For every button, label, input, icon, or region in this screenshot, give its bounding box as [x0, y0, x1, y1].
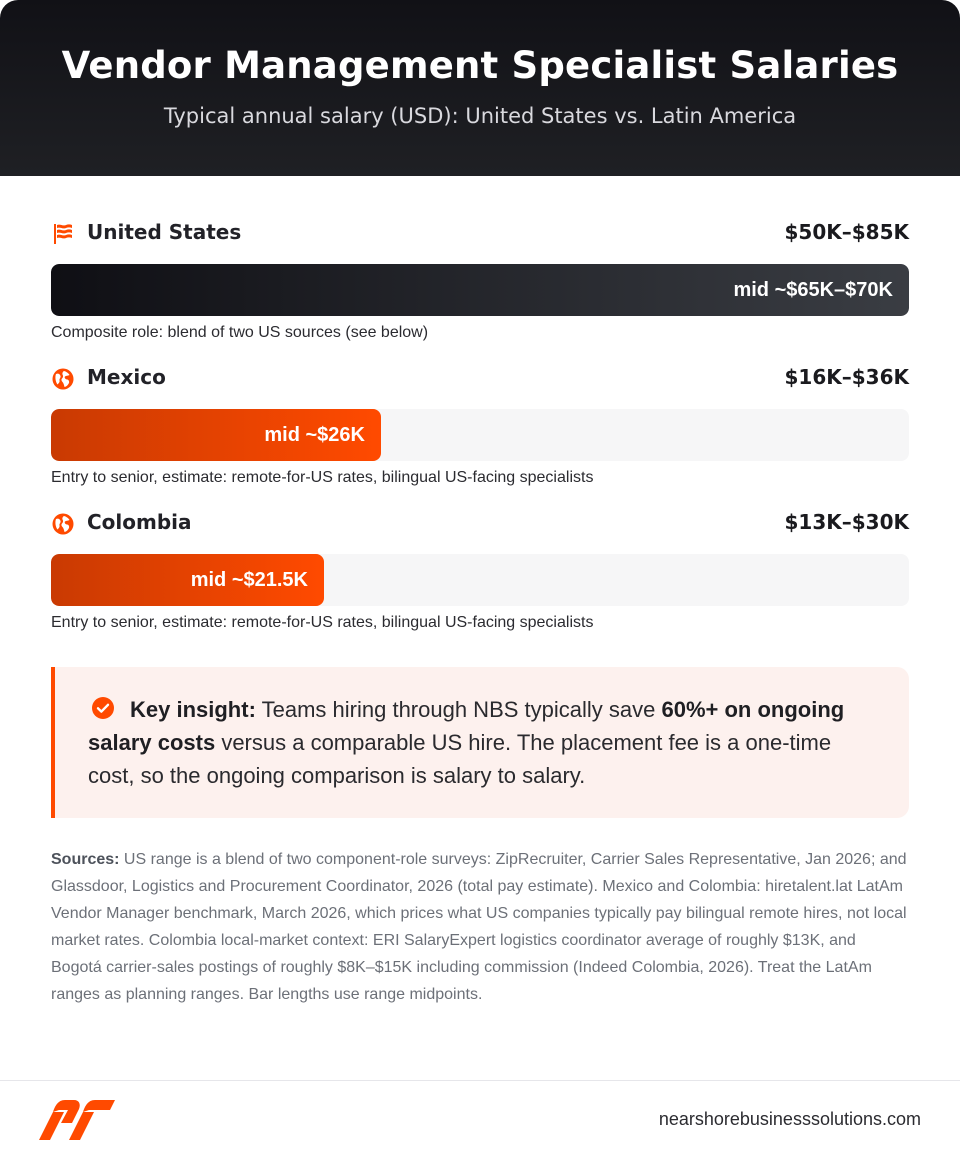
row-header [51, 220, 909, 250]
bar-track [51, 554, 909, 606]
bar-track [51, 409, 909, 461]
insight-emphasis: 60%+ on ongoing salary costs [88, 697, 845, 755]
country-name: Colombia [87, 510, 192, 534]
page-title: Vendor Management Specialist Salaries [61, 44, 899, 87]
globe-icon [51, 512, 75, 536]
bar-us [51, 264, 909, 316]
nbs-logo [39, 1100, 115, 1140]
row-note: Entry to senior, estimate: remote-for-US rates, bilingual US-facing specialists [51, 614, 594, 631]
page-subtitle: Typical annual salary (USD): United States vs. Latin America [163, 104, 797, 128]
header [0, 0, 960, 176]
insight-text-part: Teams hiring through NBS typically save [255, 697, 662, 722]
salary-row-us [51, 220, 909, 341]
bar-colombia [51, 554, 324, 606]
bar-track [51, 264, 909, 316]
website-link[interactable]: nearshorebusinesssolutions.com [658, 1109, 921, 1129]
row-header [51, 365, 909, 395]
sources-text: US range is a blend of two component-role surveys: ZipRecruiter, Carrier Sales Representative, Jan 2026; and Glassdoor, Logistics and Procurement Coordinator, 2026 (total pay estimate). Mexico and Colombia: hiretalent.lat LatAm Vendor Manager benchmark, March 2026, which prices what US companies typically pay bilingual remote hires, not local market rates. Colombia local-market context: ERI SalaryExpert logistics coordinator average of roughly $13K, and Bogotá carrier-sales postings of roughly $8K–$15K including commission (Indeed Colombia, 2026). Treat the LatAm ranges as planning ranges. Bar lengths use range midpoints. [51, 851, 907, 1003]
bar-mexico [51, 409, 381, 461]
sources-note [51, 846, 909, 1008]
row-note: Entry to senior, estimate: remote-for-US rates, bilingual US-facing specialists [51, 469, 594, 486]
sources-label: Sources: [51, 851, 120, 868]
salary-range: $16K–$36K [784, 365, 909, 389]
flag-icon [51, 222, 75, 246]
salary-range: $50K–$85K [784, 220, 909, 244]
mid-label: mid ~$65K–$70K [733, 279, 893, 301]
key-insight-callout [51, 667, 909, 818]
country-name: United States [87, 220, 242, 244]
insight-label: Key insight: [130, 697, 256, 722]
footer-divider [0, 1080, 960, 1081]
salary-row-mexico [51, 365, 909, 486]
insight-text-part: versus a comparable US hire. The placement fee is a one-time cost, so the ongoing comparison is salary to salary. [88, 730, 832, 788]
mid-label: mid ~$26K [264, 424, 365, 446]
row-note: Composite role: blend of two US sources (see below) [51, 324, 429, 341]
globe-icon [51, 367, 75, 391]
row-header [51, 510, 909, 540]
country-name: Mexico [87, 365, 166, 389]
insight-text [88, 693, 868, 792]
salary-row-colombia [51, 510, 909, 631]
salary-range: $13K–$30K [784, 510, 909, 534]
mid-label: mid ~$21.5K [190, 569, 308, 591]
